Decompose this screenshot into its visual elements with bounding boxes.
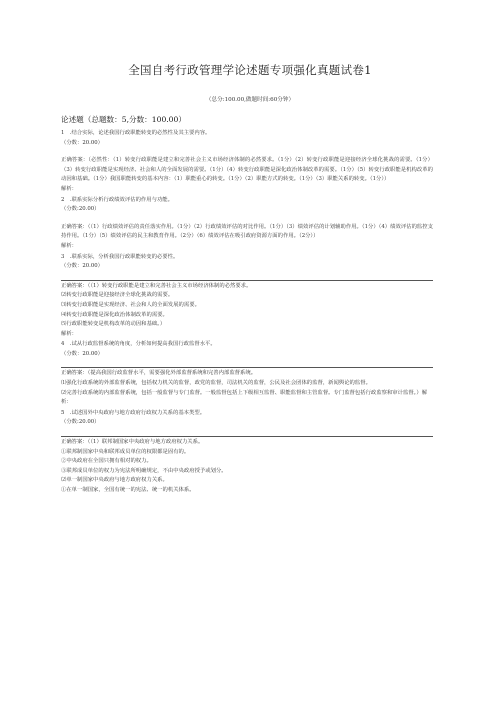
answer-line: 正确答案：（（1）联邦制国家中央政府与地方政府权力关系。: [61, 439, 204, 446]
answer-line: ⑴强化行政系统的外部监督系统，包括权力机关的监督，政党的监督，司法机关的监督，公民及社会团体的监督，新闻舆论的监督。: [61, 380, 371, 387]
document-title: 全国自考行政管理学论述题专项强化真题试卷1: [128, 63, 372, 77]
question-stem: 2 .联系实际分析行政绩效评估的作用与功能。: [61, 196, 173, 203]
answer-line: ②中央政府在全国只拥有相对的权力。: [61, 458, 152, 465]
answer-line: ⑸行政职能转变是机构改革的动因和基础。）: [61, 321, 166, 328]
question-stem: 5 .试述国外中央政府与地方政府行政权力关系的基本类型。: [61, 409, 206, 416]
answer-text: 正确答案：（必然性：（1）转变行政职能是建立和完善社会主义市场经济体制的必然要求。（1分）（2）转变行政职能是迎接经济全球化挑战的需要。（1分）（3）转变行政职能是实现经济、社会和人的全面发展的需要。（1分）（4）转变行政职能是深化政治体制改革的需要。（1分）（5）转变行政职能是机构改革的动因和基础。（1分）我国职能转变的基本内容：（1）职能重心的转变。（1分）（2）职能方式的转变。（1分）（3）职能关系的转变。（1分））: [61, 157, 433, 183]
answer-line: ⑷转变行政职能是深化政治体制改革的需要。: [61, 311, 168, 318]
answer-line: 正确答案：（提高我国行政监督水平，需要强化外部监督系统和完善内部监督系统。: [61, 370, 257, 377]
answer-block: [61, 369, 433, 407]
question-score: （分数：20.00）: [61, 263, 104, 270]
question-score: （分数：20.00）: [61, 350, 104, 357]
divider: [61, 367, 433, 368]
answer-line: ⑵单一制国家中央政府与地方政府权力关系。: [61, 477, 168, 484]
answer-text: 正确答案：（（1）行政绩效评估的责任落实作用。（1分）（2）行政绩效评估的对比作用。（1分）（3）绩效评估的计划辅助作用。（1分）（4）绩效评估的监控支持作用。（1分）（5）绩效评估的民主和教育作用。（2分）（6）绩效评估在吸引政府资源方面的作用。（2分））: [61, 223, 433, 240]
answer-line: ⑵完善行政系统的内部监督系统，包括一般监督与专门监督。一般监督包括上下级相互监督、职能监督和主管监督。专门监督包括行政监察和审计监督。）解析：: [61, 389, 428, 406]
answer-block: [61, 282, 433, 330]
question-list: [61, 128, 433, 496]
question-score: （分数:20.00）: [61, 206, 100, 213]
analysis-label: 解析：: [61, 330, 78, 337]
answer-line: ⑶转变行政职能是实现经济、社会和人的全面发展的需要。: [61, 301, 200, 308]
answer-line: ⑵转变行政职能是迎接经济全球化挑战的需要。: [61, 292, 174, 299]
answer-line: ①联邦制国家中央和联邦成员单位的权限都是固有的。: [61, 448, 190, 455]
divider: [61, 280, 433, 281]
question-stem: 1 .结合实际，论述我国行政职能转变的必然性及其主要内容。: [61, 130, 211, 136]
answer-block: [61, 438, 433, 496]
answer-line: ③联邦成员单位的权力为宪法所明确规定，不由中央政府授予或划分。: [61, 467, 227, 474]
section-heading: 论述题（总题数：5,分数：100.00）: [61, 115, 186, 124]
answer-line: 正确答案：（（1）转变行政职能是建立和完善社会主义市场经济体制的必然要求。: [61, 282, 252, 289]
question-stem: 4 .试从行政监督系统的角度，分析如何提高我国行政监督水平。: [61, 341, 216, 348]
divider: [61, 436, 433, 437]
document-meta: （总分:100.00,做题时间:60分钟）: [205, 97, 295, 103]
question-score: （分数：20.00）: [61, 139, 104, 146]
question-stem: 3 .联系实际，分析我国行政职能转变的必要性。: [61, 253, 179, 260]
analysis-label: 解析：: [61, 242, 78, 249]
answer-line: ①在单一制国家，全国有统一的宪法、统一的机关体系。: [61, 487, 195, 493]
question-score: （分数:20.00）: [61, 419, 100, 426]
analysis-label: 解析：: [61, 185, 78, 192]
